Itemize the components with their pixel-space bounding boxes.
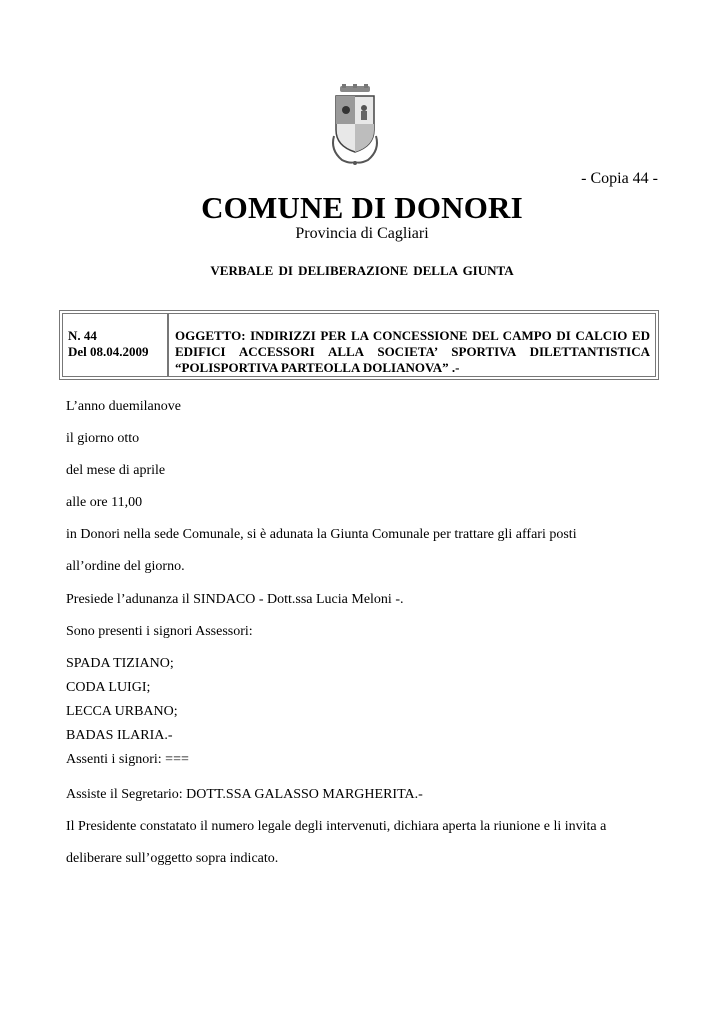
agenda-line: all’ordine del giorno. [66,559,185,574]
municipal-crest-emblem [328,84,382,168]
president-line-1: Il Presidente constatato il numero legale degli intervenuti, dichiara aperta la riunione e li invita a [66,819,607,834]
municipality-title: COMUNE DI DONORI [201,190,523,225]
month-line: del mese di aprile [66,463,166,478]
document-type-heading: VERBALE DI DELIBERAZIONE DELLA GIUNTA [210,263,514,278]
year-line: L’anno duemilanove [66,399,181,414]
time-line: alle ore 11,00 [66,495,143,510]
assessor-item: LECCA URBANO; [66,704,178,719]
assessor-item: SPADA TIZIANO; [66,656,174,671]
present-intro-line: Sono presenti i signori Assessori: [66,624,253,639]
deliberation-date: Del 08.04.2009 [68,344,149,359]
deliberation-box [59,310,659,380]
president-line-2: deliberare sull’oggetto sopra indicato. [66,851,279,866]
copy-number: - Copia 44 - [581,170,658,187]
province-subtitle: Provincia di Cagliari [295,225,429,242]
deliberation-subject: OGGETTO: INDIRIZZI PER LA CONCESSIONE DEL CAMPO DI CALCIO ED EDIFICI ACCESSORI ALLA SOCIETA’ SPORTIVA DILETTANTISTICA “POLISPORTIVA PARTEOLLA DOLIANOVA” .- [175,328,650,375]
day-line: il giorno otto [66,431,140,446]
deliberation-number: N. 44 [68,328,97,343]
deliberation-number-cell [63,314,169,376]
place-line: in Donori nella sede Comunale, si è adunata la Giunta Comunale per trattare gli affari posti [66,527,577,542]
assessor-item: CODA LUIGI; [66,680,151,695]
secretary-line: Assiste il Segretario: DOTT.SSA GALASSO MARGHERITA.- [66,787,423,802]
assessor-item: BADAS ILARIA.- [66,728,173,743]
chair-line: Presiede l’adunanza il SINDACO - Dott.ssa Lucia Meloni -. [66,592,404,607]
absent-line: Assenti i signori: === [66,752,189,767]
